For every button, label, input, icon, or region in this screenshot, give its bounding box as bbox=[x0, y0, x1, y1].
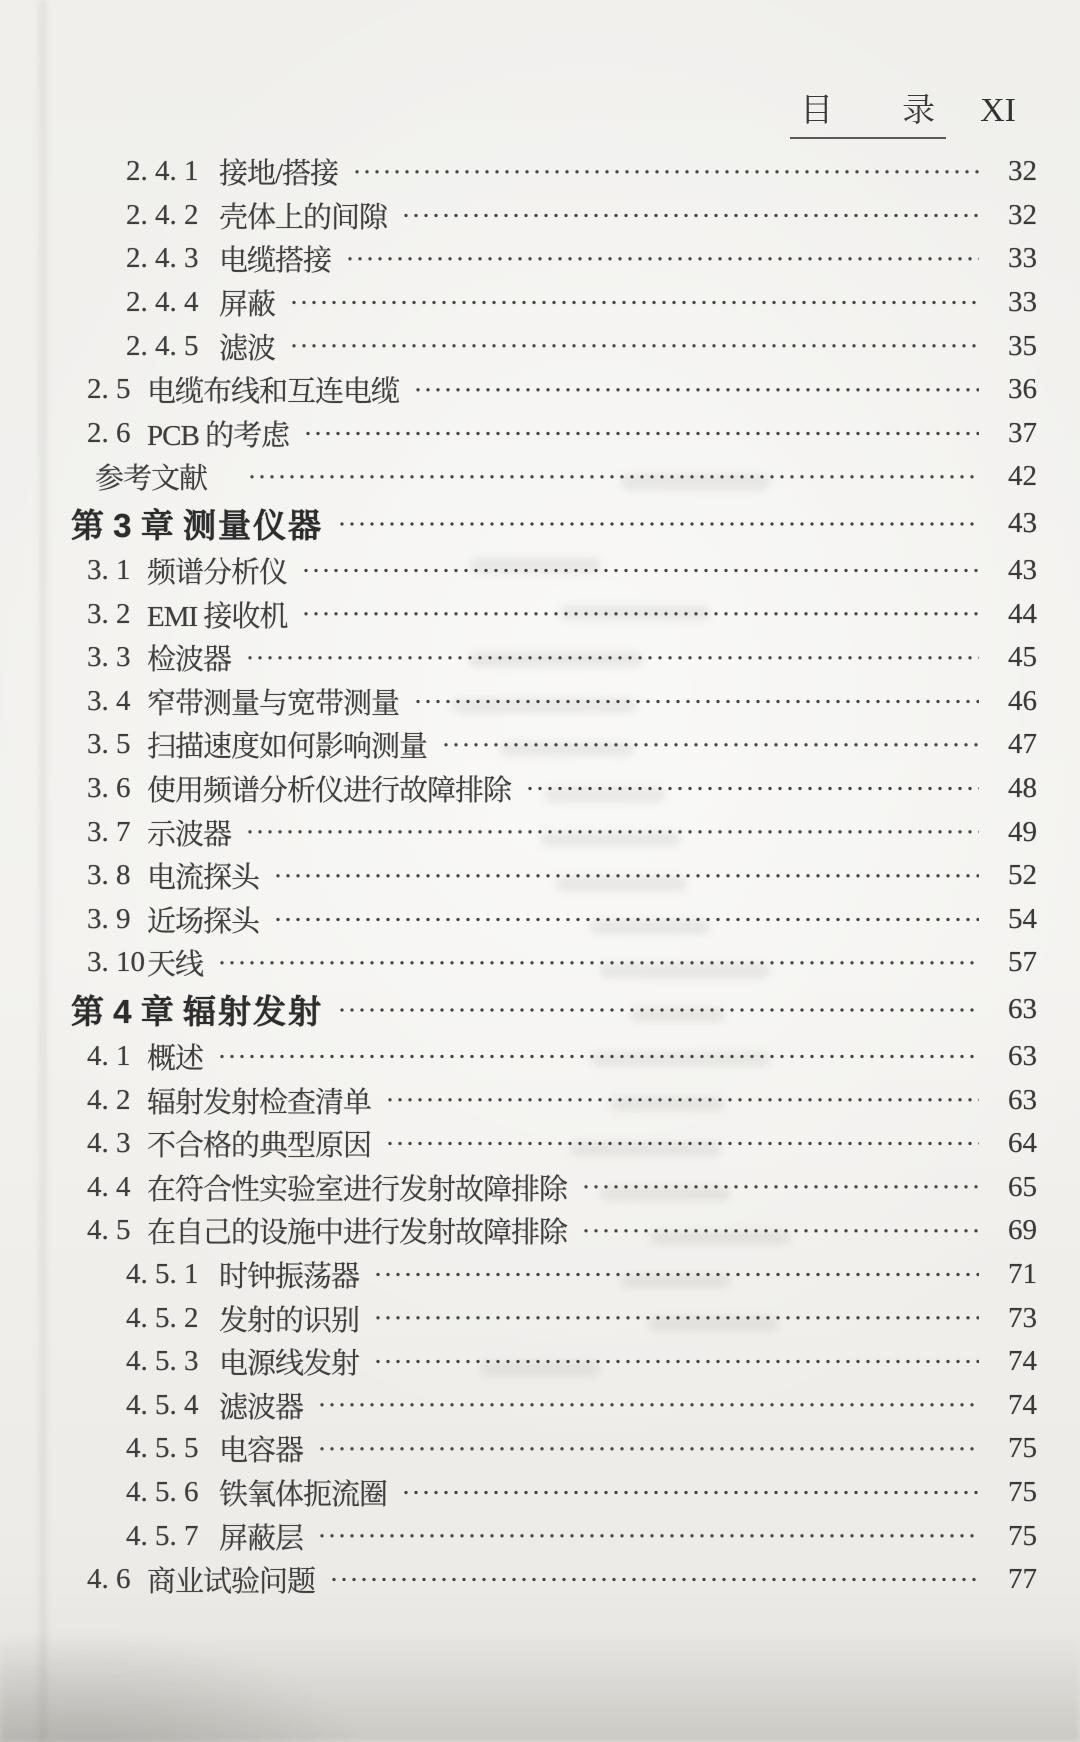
toc-entry-page: 71 bbox=[1008, 1257, 1037, 1290]
toc-entry bbox=[0, 1340, 1080, 1384]
toc-entry-number: 4. 3 bbox=[87, 1127, 131, 1160]
toc-entry-page: 33 bbox=[1008, 286, 1037, 319]
toc-entry-number: 第 4 章 bbox=[71, 993, 174, 1031]
toc-entry-page: 37 bbox=[1008, 416, 1037, 449]
dot-leader bbox=[315, 1383, 979, 1427]
dot-leader bbox=[371, 1253, 979, 1297]
dot-leader bbox=[371, 1340, 979, 1384]
toc-entry bbox=[0, 1296, 1080, 1340]
toc-entry-label: 接地/搭接 bbox=[219, 158, 339, 191]
toc-entry-label: EMI 接收机 bbox=[147, 600, 288, 633]
dot-leader bbox=[245, 455, 979, 499]
toc-entry-label: 频谱分析仪 bbox=[147, 557, 288, 590]
toc-entry-page: 52 bbox=[1008, 859, 1037, 892]
dot-leader bbox=[215, 941, 979, 985]
toc-entry-page: 54 bbox=[1008, 902, 1037, 935]
toc-entry-page: 64 bbox=[1008, 1127, 1037, 1160]
toc-entry-label: 时钟振荡器 bbox=[219, 1260, 360, 1293]
toc-entry bbox=[0, 1253, 1080, 1297]
scan-corner-shadow bbox=[0, 1632, 380, 1742]
toc-entry bbox=[0, 1558, 1080, 1602]
dot-leader bbox=[301, 412, 979, 456]
toc-entry-number: 4. 5. 6 bbox=[126, 1475, 199, 1508]
toc-entry-label: 滤波 bbox=[219, 332, 276, 365]
toc-entry-label: 检波器 bbox=[147, 644, 232, 677]
toc-entry bbox=[0, 985, 1080, 1035]
toc-entry-label: 电流探头 bbox=[147, 862, 260, 895]
toc-entry-page: 77 bbox=[1008, 1563, 1037, 1596]
toc-entry-number: 4. 5. 2 bbox=[126, 1301, 199, 1334]
toc-entry-page: 47 bbox=[1008, 728, 1037, 761]
toc-entry-page: 75 bbox=[1008, 1432, 1037, 1465]
toc-entry-number: 2. 6 bbox=[87, 416, 131, 449]
dot-leader bbox=[327, 1558, 979, 1602]
toc-entry bbox=[0, 941, 1080, 985]
toc-entry bbox=[0, 898, 1080, 942]
folio-roman-numeral: XI bbox=[980, 92, 1016, 129]
toc-entry-label: 概述 bbox=[147, 1042, 204, 1075]
toc-entry-number: 4. 5. 7 bbox=[126, 1519, 199, 1552]
toc-entry-number: 4. 5 bbox=[87, 1214, 131, 1247]
toc-entry-label: 近场探头 bbox=[147, 905, 260, 938]
dot-leader bbox=[335, 499, 979, 549]
toc-entry-page: 48 bbox=[1008, 772, 1037, 805]
dot-leader bbox=[579, 1209, 979, 1253]
toc-entry-number: 4. 5. 3 bbox=[126, 1345, 199, 1378]
toc-entry-number: 3. 5 bbox=[87, 728, 131, 761]
toc-entry-number: 3. 6 bbox=[87, 772, 131, 805]
dot-leader bbox=[299, 549, 979, 593]
dot-leader bbox=[315, 1427, 979, 1471]
toc-entry-number: 2. 4. 2 bbox=[126, 198, 199, 231]
toc-entry bbox=[0, 499, 1080, 549]
toc-entry bbox=[0, 237, 1080, 281]
toc-entry-label: 辐射发射 bbox=[183, 993, 323, 1031]
toc-entry-number: 2. 4. 3 bbox=[126, 242, 199, 275]
toc-entry-label: 发射的识别 bbox=[219, 1304, 360, 1337]
dot-leader bbox=[399, 1471, 979, 1515]
toc-entry-label: PCB 的考虑 bbox=[147, 419, 290, 452]
toc-entry bbox=[0, 1427, 1080, 1471]
toc-entry-label: 在自己的设施中进行发射故障排除 bbox=[147, 1217, 568, 1250]
dot-leader bbox=[523, 767, 979, 811]
toc-entry-label: 使用频谱分析仪进行故障排除 bbox=[147, 775, 512, 808]
dot-leader bbox=[271, 898, 979, 942]
toc-entry-number: 4. 4 bbox=[87, 1170, 131, 1203]
toc-entry bbox=[0, 1209, 1080, 1253]
toc-entry-page: 74 bbox=[1008, 1388, 1037, 1421]
toc-entry-page: 49 bbox=[1008, 815, 1037, 848]
toc-entry-page: 63 bbox=[1008, 1039, 1037, 1072]
toc-entry bbox=[0, 723, 1080, 767]
toc-entry-page: 43 bbox=[1008, 554, 1037, 587]
toc-entry bbox=[0, 592, 1080, 636]
toc-entry-page: 73 bbox=[1008, 1301, 1037, 1334]
toc-entry-page: 63 bbox=[1008, 993, 1037, 1026]
toc-entry-label: 测量仪器 bbox=[183, 507, 323, 545]
toc-entry bbox=[0, 636, 1080, 680]
dot-leader bbox=[215, 1035, 979, 1079]
dot-leader bbox=[350, 150, 979, 194]
running-head bbox=[790, 84, 1016, 139]
dot-leader bbox=[335, 985, 979, 1035]
toc-entry-label: 参考文献 bbox=[95, 463, 208, 496]
toc-entry bbox=[0, 1122, 1080, 1166]
toc-entry-page: 65 bbox=[1008, 1170, 1037, 1203]
toc-entry-label: 不合格的典型原因 bbox=[147, 1130, 372, 1163]
toc-entry-page: 69 bbox=[1008, 1214, 1037, 1247]
dot-leader bbox=[243, 636, 979, 680]
toc-entry bbox=[0, 150, 1080, 194]
dot-leader bbox=[439, 723, 979, 767]
toc-entry-number: 4. 5. 1 bbox=[126, 1257, 199, 1290]
toc-entry bbox=[0, 1383, 1080, 1427]
toc-entry bbox=[0, 680, 1080, 724]
toc-entry-label: 屏蔽 bbox=[219, 289, 276, 322]
toc-entry-page: 42 bbox=[1008, 460, 1037, 493]
toc-entry-page: 75 bbox=[1008, 1475, 1037, 1508]
toc-entry-page: 57 bbox=[1008, 946, 1037, 979]
toc-entry-page: 36 bbox=[1008, 373, 1037, 406]
dot-leader bbox=[383, 1078, 979, 1122]
dot-leader bbox=[287, 324, 979, 368]
dot-leader bbox=[343, 237, 979, 281]
toc-entry-number: 3. 2 bbox=[87, 597, 131, 630]
toc-entry-number: 3. 9 bbox=[87, 902, 131, 935]
toc-entry-page: 32 bbox=[1008, 155, 1037, 188]
toc-entry-label: 电容器 bbox=[219, 1435, 304, 1468]
toc-entry bbox=[0, 281, 1080, 325]
toc-entry-number: 4. 5. 5 bbox=[126, 1432, 199, 1465]
toc-entry-label: 滤波器 bbox=[219, 1391, 304, 1424]
dot-leader bbox=[315, 1514, 979, 1558]
toc-entry-label: 扫描速度如何影响测量 bbox=[147, 731, 428, 764]
dot-leader bbox=[579, 1165, 979, 1209]
toc-entry-label: 壳体上的间隙 bbox=[219, 201, 388, 234]
toc-entry-number: 3. 1 bbox=[87, 554, 131, 587]
toc-entry-number: 3. 8 bbox=[87, 859, 131, 892]
toc-entry bbox=[0, 455, 1080, 499]
toc-entry bbox=[0, 854, 1080, 898]
toc-entry-number: 4. 2 bbox=[87, 1083, 131, 1116]
toc-entry-number: 3. 3 bbox=[87, 641, 131, 674]
toc-entry-page: 32 bbox=[1008, 198, 1037, 231]
toc-entry-label: 示波器 bbox=[147, 818, 232, 851]
toc-entry-page: 35 bbox=[1008, 329, 1037, 362]
toc-entry-number: 4. 1 bbox=[87, 1039, 131, 1072]
toc-entry-label: 天线 bbox=[147, 949, 204, 982]
toc-entry-label: 电缆布线和互连电缆 bbox=[147, 376, 400, 409]
toc-header-title: 目 录 bbox=[790, 84, 946, 139]
toc-entry bbox=[0, 549, 1080, 593]
toc-entry-label: 在符合性实验室进行发射故障排除 bbox=[147, 1173, 568, 1206]
toc-entry-label: 辐射发射检查清单 bbox=[147, 1086, 372, 1119]
toc-entry bbox=[0, 1035, 1080, 1079]
toc-list bbox=[0, 150, 1080, 1601]
toc-entry-page: 75 bbox=[1008, 1519, 1037, 1552]
toc-entry-label: 商业试验问题 bbox=[147, 1566, 316, 1599]
toc-entry bbox=[0, 324, 1080, 368]
toc-entry bbox=[0, 1165, 1080, 1209]
toc-entry-page: 44 bbox=[1008, 597, 1037, 630]
toc-entry bbox=[0, 412, 1080, 456]
toc-entry-number: 2. 4. 4 bbox=[126, 286, 199, 319]
dot-leader bbox=[243, 810, 979, 854]
toc-entry-label: 窄带测量与宽带测量 bbox=[147, 687, 400, 720]
dot-leader bbox=[371, 1296, 979, 1340]
toc-entry bbox=[0, 1514, 1080, 1558]
toc-entry-number: 2. 5 bbox=[87, 373, 131, 406]
toc-entry bbox=[0, 1471, 1080, 1515]
toc-entry bbox=[0, 194, 1080, 238]
toc-entry-page: 45 bbox=[1008, 641, 1037, 674]
toc-entry-page: 74 bbox=[1008, 1345, 1037, 1378]
toc-entry-page: 33 bbox=[1008, 242, 1037, 275]
toc-entry-label: 铁氧体扼流圈 bbox=[219, 1478, 388, 1511]
dot-leader bbox=[411, 368, 979, 412]
toc-entry-number: 2. 4. 1 bbox=[126, 155, 199, 188]
dot-leader bbox=[399, 194, 979, 238]
toc-entry-number: 3. 10 bbox=[87, 946, 145, 979]
dot-leader bbox=[287, 281, 979, 325]
toc-entry bbox=[0, 810, 1080, 854]
toc-entry-number: 3. 4 bbox=[87, 684, 131, 717]
toc-entry-number: 2. 4. 5 bbox=[126, 329, 199, 362]
toc-entry-label: 屏蔽层 bbox=[219, 1522, 304, 1555]
dot-leader bbox=[271, 854, 979, 898]
toc-entry-number: 4. 6 bbox=[87, 1563, 131, 1596]
toc-entry-label: 电源线发射 bbox=[219, 1348, 360, 1381]
dot-leader bbox=[411, 680, 979, 724]
toc-entry-label: 电缆搭接 bbox=[219, 245, 332, 278]
toc-entry-number: 4. 5. 4 bbox=[126, 1388, 199, 1421]
toc-entry-page: 63 bbox=[1008, 1083, 1037, 1116]
dot-leader bbox=[299, 592, 979, 636]
toc-entry-number: 第 3 章 bbox=[71, 507, 174, 545]
toc-entry bbox=[0, 368, 1080, 412]
dot-leader bbox=[383, 1122, 979, 1166]
toc-entry bbox=[0, 767, 1080, 811]
toc-entry bbox=[0, 1078, 1080, 1122]
toc-entry-page: 46 bbox=[1008, 684, 1037, 717]
toc-entry-page: 43 bbox=[1008, 507, 1037, 540]
toc-entry-number: 3. 7 bbox=[87, 815, 131, 848]
